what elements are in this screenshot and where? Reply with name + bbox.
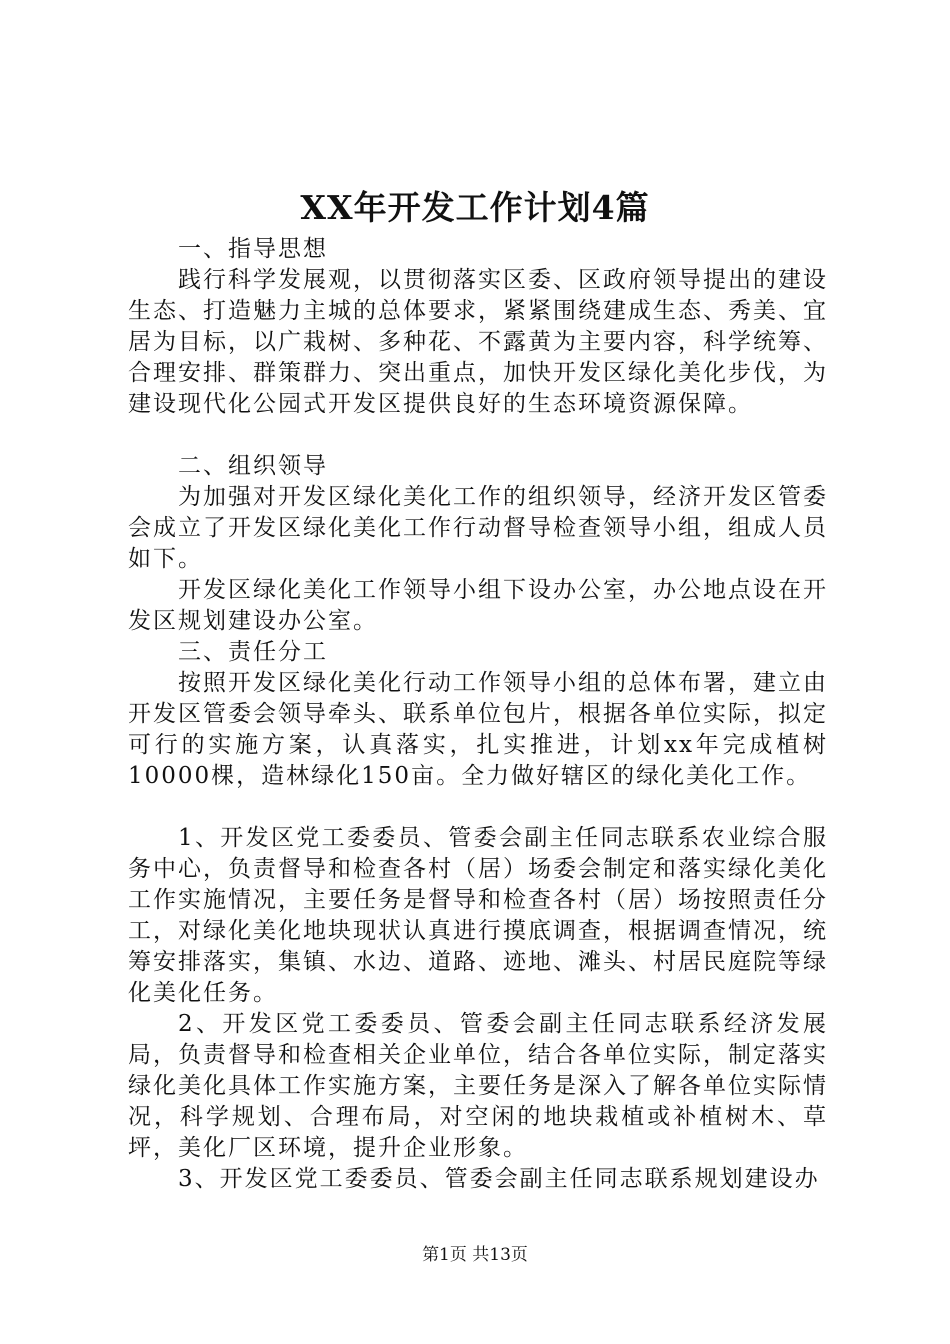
document-body bbox=[128, 234, 828, 1195]
paragraph-responsibility: 按照开发区绿化美化行动工作领导小组的总体布署，建立由开发区管委会领导牵头、联系单位包片，根据各单位实际，拟定可行的实施方案，认真落实，扎实推进，计划xx年完成植树10000棵，造林绿化150亩。全力做好辖区的绿化美化工作。 bbox=[128, 670, 828, 789]
list-item-2: 2、开发区党工委委员、管委会副主任同志联系经济发展局，负责督导和检查相关企业单位，结合各单位实际，制定落实绿化美化具体工作实施方案，主要任务是深入了解各单位实际情况，科学规划、合理布局，对空闲的地块栽植或补植树木、草坪，美化厂区环境，提升企业形象。 bbox=[128, 1011, 828, 1161]
paragraph-organization-1: 为加强对开发区绿化美化工作的组织领导，经济开发区管委会成立了开发区绿化美化工作行动督导检查领导小组，组成人员如下。 bbox=[128, 484, 828, 572]
page-footer: 第1页 共13页 bbox=[422, 1245, 528, 1265]
list-item-1: 1、开发区党工委委员、管委会副主任同志联系农业综合服务中心，负责督导和检查各村（居）场委会制定和落实绿化美化工作实施情况，主要任务是督导和检查各村（居）场按照责任分工，对绿化美化地块现状认真进行摸底调查，根据调查情况，统筹安排落实，集镇、水边、道路、迹地、滩头、村居民庭院等绿化美化任务。 bbox=[128, 825, 828, 1006]
list-item-3: 3、开发区党工委委员、管委会副主任同志联系规划建设办 bbox=[178, 1166, 820, 1192]
paragraph-organization-2: 开发区绿化美化工作领导小组下设办公室，办公地点设在开发区规划建设办公室。 bbox=[128, 577, 828, 634]
section-heading-responsibility: 三、责任分工 bbox=[178, 639, 328, 665]
section-heading-guiding-ideology: 一、指导思想 bbox=[178, 236, 328, 262]
paragraph-guiding-ideology: 践行科学发展观，以贯彻落实区委、区政府领导提出的建设生态、打造魅力主城的总体要求，紧紧围绕建成生态、秀美、宜居为目标，以广栽树、多种花、不露黄为主要内容，科学统筹、合理安排、群策群力、突出重点，加快开发区绿化美化步伐，为建设现代化公园式开发区提供良好的生态环境资源保障。 bbox=[128, 267, 828, 417]
section-heading-organization: 二、组织领导 bbox=[178, 453, 328, 479]
paragraph-spacer bbox=[128, 420, 828, 451]
paragraph-spacer bbox=[128, 792, 828, 823]
document-title: XX年开发工作计划4篇 bbox=[300, 188, 650, 227]
